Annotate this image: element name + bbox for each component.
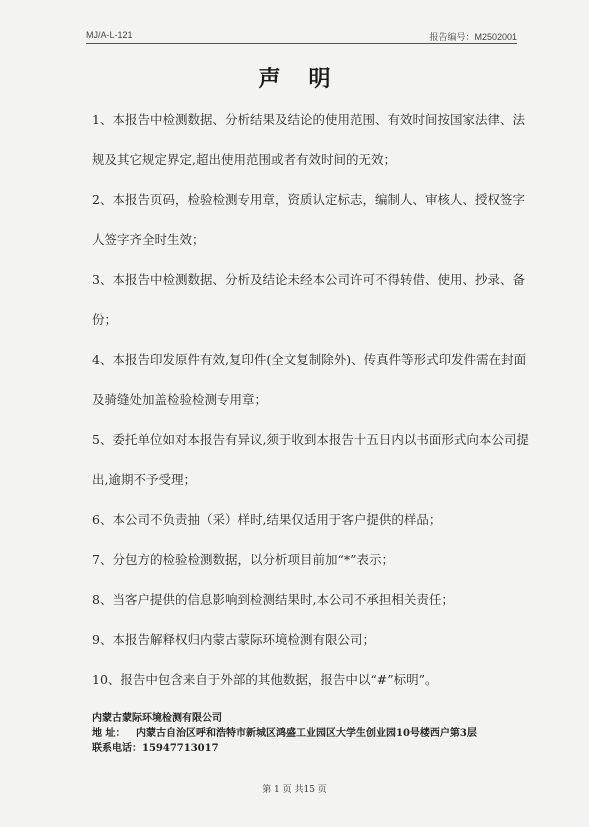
company-address — [92, 727, 477, 740]
phone-value: 15947713017 — [142, 743, 219, 754]
clause-line: 出,逾期不予受理； — [92, 472, 196, 487]
phone-label: 联系电话： — [92, 743, 142, 754]
company-name: 内蒙古蒙际环境检测有限公司 — [92, 713, 222, 724]
clause-line: 份； — [92, 312, 118, 327]
report-number: 报告编号：M2502001 — [429, 32, 517, 42]
clause-line: 8、当客户提供的信息影响到检测结果时,本公司不承担相关责任； — [92, 592, 454, 607]
clause-line: 5、委托单位如对本报告有异议,须于收到本报告十五日内以书面形式向本公司提 — [92, 432, 529, 447]
clause-line: 10、报告中包含来自于外部的其他数据，报告中以“#”标明”。 — [92, 672, 438, 687]
clause-line: 及骑缝处加盖检验检测专用章； — [92, 392, 268, 407]
company-phone — [92, 742, 219, 755]
clause-line: 9、本报告解释权归内蒙古蒙际环境检测有限公司； — [92, 632, 375, 647]
clause-line: 3、本报告中检测数据、分析及结论未经本公司许可不得转借、使用、抄录、备 — [92, 272, 525, 287]
clause-line: 人签字齐全时生效； — [92, 232, 205, 247]
clause-line: 7、分包方的检验检测数据，以分析项目前加“*”表示； — [92, 552, 394, 567]
clause-line: 2、本报告页码，检验检测专用章，资质认定标志，编制人、审核人、授权签字 — [92, 192, 525, 207]
clause-line: 1、本报告中检测数据、分析结果及结论的使用范围、有效时间按国家法律、法 — [92, 112, 525, 127]
address-value: 内蒙古自治区呼和浩特市新城区鸿盛工业园区大学生创业园10号楼西户第3层 — [136, 728, 477, 739]
clause-line: 规及其它规定界定,超出使用范围或者有效时间的无效； — [92, 152, 396, 167]
clause-line: 4、本报告印发原件有效,复印件(全文复制除外)、传真件等形式印发件需在封面 — [92, 352, 527, 367]
document-code: MJ/A-L-121 — [86, 30, 133, 40]
clause-line: 6、本公司不负责抽（采）样时,结果仅适用于客户提供的样品； — [92, 512, 442, 527]
address-label: 地 址： — [92, 728, 126, 739]
page-title: 声明 — [258, 67, 359, 92]
page-number: 第 1 页 共15 页 — [262, 785, 327, 795]
